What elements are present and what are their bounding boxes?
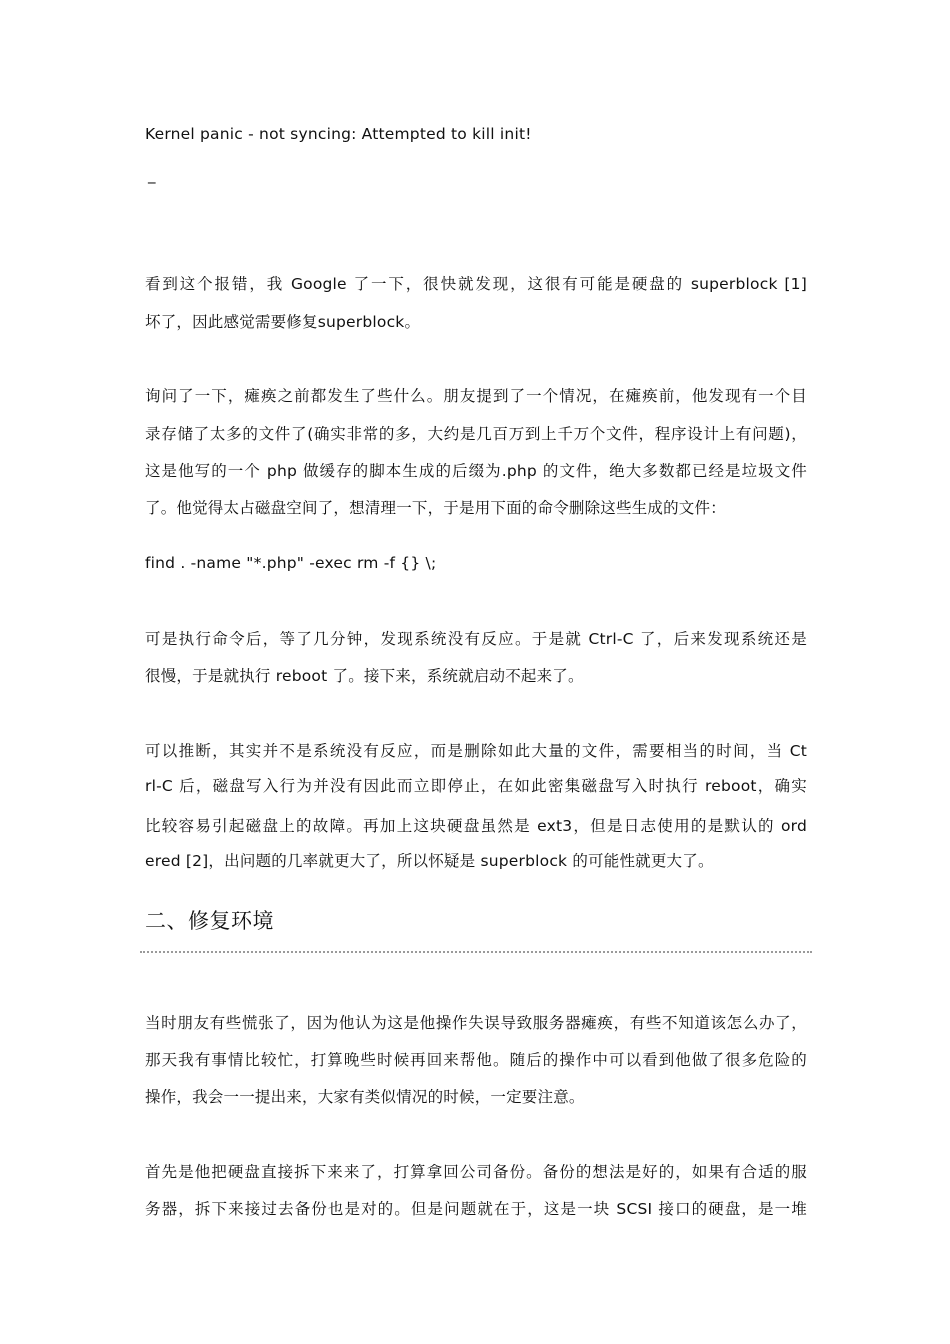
paragraph-5-line-3: 操作，我会一一提出来，大家有类似情况的时候，一定要注意。 (145, 1088, 585, 1106)
paragraph-4-line-3: 比较容易引起磁盘上的故障。再加上这块硬盘虽然是 ext3，但是日志使用的是默认的 ord (145, 817, 807, 835)
paragraph-4-line-4: ered [2]，出问题的几率就更大了，所以怀疑是 superblock 的可能性就更大了。 (145, 852, 714, 870)
paragraph-5-line-1: 当时朋友有些慌张了，因为他认为这是他操作失误导致服务器瘫痪，有些不知道该怎么办了， (145, 1014, 807, 1032)
paragraph-4-line-2: rl-C 后，磁盘写入行为并没有因此而立即停止，在如此密集磁盘写入时执行 reboot，确实 (145, 777, 807, 795)
paragraph-5-line-2: 那天我有事情比较忙，打算晚些时候再回来帮他。随后的操作中可以看到他做了很多危险的 (145, 1051, 807, 1069)
paragraph-2-line-1: 询问了一下，瘫痪之前都发生了些什么。朋友提到了一个情况，在瘫痪前，他发现有一个目 (145, 387, 807, 405)
paragraph-6-line-2: 务器，拆下来接过去备份也是对的。但是问题就在于，这是一块 SCSI 接口的硬盘，是一堆 (145, 1200, 807, 1218)
paragraph-3-line-1: 可是执行命令后，等了几分钟，发现系统没有反应。于是就 Ctrl-C 了，后来发现系统还是 (145, 630, 807, 648)
paragraph-2-line-3: 这是他写的一个 php 做缓存的脚本生成的后缀为.php 的文件，绝大多数都已经是垃圾文件 (145, 462, 807, 480)
paragraph-6-line-1: 首先是他把硬盘直接拆下来来了，打算拿回公司备份。备份的想法是好的，如果有合适的服 (145, 1163, 807, 1181)
paragraph-1-line-2: 坏了，因此感觉需要修复superblock。 (145, 313, 421, 331)
section-divider (140, 951, 812, 953)
paragraph-3-line-2: 很慢，于是就执行 reboot 了。接下来，系统就启动不起来了。 (145, 667, 584, 685)
paragraph-2-line-4: 了。他觉得太占磁盘空间了，想清理一下，于是用下面的命令删除这些生成的文件： (145, 499, 726, 517)
kernel-panic-line: Kernel panic - not syncing: Attempted to kill init! (145, 125, 532, 143)
section-heading: 二、修复环境 (145, 909, 274, 933)
paragraph-1-line-1: 看到这个报错，我 Google 了一下，很快就发现，这很有可能是硬盘的 superblock [1] (145, 275, 807, 293)
paragraph-2-line-2: 录存储了太多的文件了(确实非常的多，大约是几百万到上千万个文件，程序设计上有问题)， (145, 425, 807, 443)
command-line: find . -name "*.php" -exec rm -f {} \; (145, 554, 437, 572)
paragraph-4-line-1: 可以推断，其实并不是系统没有反应，而是删除如此大量的文件，需要相当的时间，当 Ct (145, 742, 807, 760)
console-cursor: _ (148, 166, 156, 184)
